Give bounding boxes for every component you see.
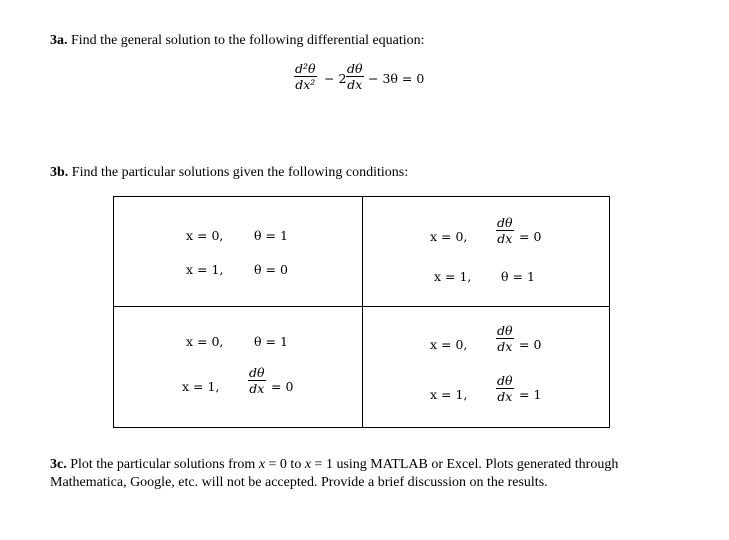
question-text: = 0 to — [265, 457, 305, 472]
condition-value: = 0 — [271, 379, 294, 394]
condition-x: x = 1, — [186, 262, 224, 277]
condition-value: = 0 — [519, 337, 542, 352]
conditions-table — [113, 196, 610, 428]
question-text: Mathematica, Google, etc. will not be accepted. Provide a brief discussion on the results. — [50, 475, 548, 490]
fraction — [248, 365, 266, 396]
numerator: d²θ — [295, 61, 316, 76]
question-text: = 1 using MATLAB or Excel. Plots generated through — [311, 457, 619, 472]
numerator: dθ — [347, 61, 363, 76]
denominator: dx — [497, 339, 513, 354]
denominator: dx — [497, 231, 513, 246]
denominator: dx² — [295, 77, 316, 92]
question-3b — [50, 165, 408, 181]
question-text: Find the general solution to the following differential equation: — [67, 33, 425, 48]
condition-x: x = 1, — [182, 379, 220, 394]
fraction — [496, 373, 514, 404]
condition-value: θ = 0 — [254, 262, 288, 277]
question-3c — [50, 456, 618, 492]
question-text: Find the particular solutions given the following conditions: — [68, 165, 409, 180]
condition-x: x = 0, — [186, 228, 224, 243]
fraction — [346, 61, 364, 92]
condition-x: x = 1, — [430, 387, 468, 402]
question-text: Plot the particular solutions from — [66, 457, 259, 472]
question-label: 3c. — [50, 457, 67, 472]
denominator: dx — [347, 77, 363, 92]
condition-x: x = 0, — [430, 229, 468, 244]
condition-value: θ = 1 — [254, 334, 288, 349]
fraction — [496, 215, 514, 246]
denominator: dx — [497, 389, 513, 404]
numerator: dθ — [249, 365, 265, 380]
condition-value: θ = 1 — [501, 269, 535, 284]
question-label: 3b. — [50, 165, 69, 180]
numerator: dθ — [497, 373, 513, 388]
condition-value: = 0 — [519, 229, 542, 244]
equation-term: − 3θ = 0 — [368, 71, 425, 86]
fraction — [496, 323, 514, 354]
condition-x: x = 0, — [186, 334, 224, 349]
fraction — [294, 61, 317, 92]
equation-term: − 2 — [324, 71, 347, 86]
condition-value: = 1 — [519, 387, 542, 402]
numerator: dθ — [497, 215, 513, 230]
table-divider — [114, 306, 609, 307]
condition-value: θ = 1 — [254, 228, 288, 243]
numerator: dθ — [497, 323, 513, 338]
variable: x — [304, 457, 312, 472]
variable: x — [258, 457, 266, 472]
condition-x: x = 1, — [434, 269, 472, 284]
table-divider — [362, 197, 363, 427]
question-3a — [50, 33, 425, 49]
question-label: 3a. — [50, 33, 68, 48]
condition-x: x = 0, — [430, 337, 468, 352]
denominator: dx — [249, 381, 265, 396]
